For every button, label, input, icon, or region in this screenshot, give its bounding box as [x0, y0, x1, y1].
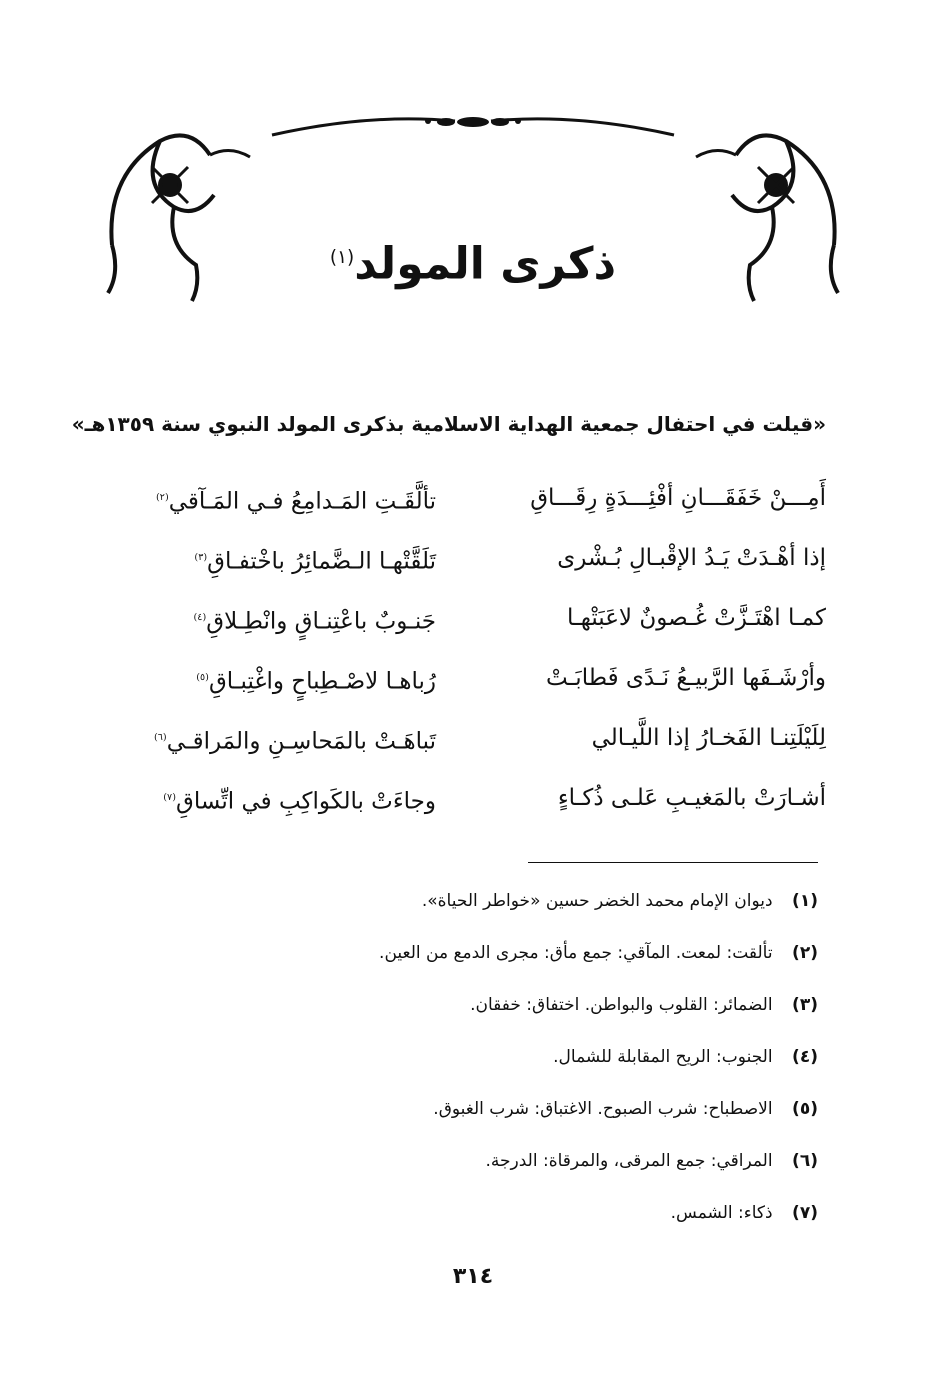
- verse: [106, 648, 826, 708]
- verse-second-hemistich-text: رُباهـا لاصْـطِباحٍ واغْتِبـاقِ: [208, 668, 436, 695]
- footnote-separator: [528, 862, 818, 863]
- footnote-number: (٤): [792, 1047, 818, 1067]
- footnote-number: (٣): [792, 995, 818, 1015]
- footnotes: [118, 878, 818, 1242]
- verse-first-hemistich: كمـا اهْتَـزَّتْ غُـصونٌ لاعَبَتْهـا: [566, 605, 826, 631]
- verse-second-hemistich: [106, 768, 436, 832]
- title-footnote-marker: (١): [329, 247, 355, 268]
- verse: [106, 468, 826, 528]
- footnote-marker: (٥): [196, 672, 209, 683]
- footnote-marker: (٤): [193, 612, 207, 623]
- footnote: [118, 982, 818, 1034]
- verse-second-hemistich-text: جَنـوبٌ باعْتِنـاقٍ وانْطِـلاقِ: [206, 608, 436, 635]
- verse-second-hemistich: [106, 588, 436, 652]
- footnote-text: الاصطباح: شرب الصبوح. الاغتباق: شرب الغبوق.: [433, 1099, 773, 1119]
- footnote-number: (٧): [792, 1203, 818, 1223]
- footnote-number: (١): [792, 891, 818, 911]
- footnote: [118, 1086, 818, 1138]
- verse-second-hemistich-text: وجاءَتْ بالكَواكِبِ في اتِّساقِ: [176, 788, 436, 815]
- footnote-marker: (٣): [194, 552, 208, 563]
- verse-first-hemistich: إذا أهْـدَتْ يَـدُ الإقْبـالِ بُـشْرى: [557, 545, 826, 571]
- poem-title-text: ذكرى المولد: [354, 238, 617, 290]
- verse-second-hemistich: [106, 468, 436, 532]
- verse: [106, 708, 826, 768]
- poem-verses: [106, 468, 826, 828]
- verse: [106, 588, 826, 648]
- footnote-text: ديوان الإمام محمد الخضر حسين «خواطر الحياة».: [421, 891, 773, 911]
- footnote-text: الجنوب: الريح المقابلة للشمال.: [553, 1047, 773, 1067]
- footnote: [118, 1034, 818, 1086]
- poem-occasion-caption: «قيلت في احتفال جمعية الهداية الاسلامية بذكرى المولد النبوي سنة ١٣٥٩هـ»: [71, 412, 826, 436]
- verse-second-hemistich-text: تألَّقَـتِ المَـدامِعُ فـي المَـآقي: [168, 488, 436, 515]
- page-number: ٣١٤: [452, 1264, 494, 1289]
- footnote-marker: (٢): [155, 492, 169, 503]
- footnote-text: تألقت: لمعت. المآقي: جمع مأق: مجرى الدمع من العين.: [379, 943, 773, 963]
- verse: [106, 528, 826, 588]
- footnote: [118, 930, 818, 982]
- footnote-number: (٦): [792, 1151, 818, 1171]
- verse-second-hemistich-text: تَباهَـتْ بالمَحاسِـنِ والمَراقـي: [166, 728, 436, 755]
- footnote-marker: (٦): [153, 732, 167, 743]
- verse-first-hemistich: وأرْشَـفَها الرَّبيـعُ نَـدًى فَطابَـتْ: [545, 665, 826, 691]
- poem-title: [0, 228, 946, 295]
- footnote-number: (٢): [792, 943, 818, 963]
- footnote: [118, 878, 818, 930]
- footnote: [118, 1190, 818, 1242]
- verse: [106, 768, 826, 828]
- footnote-text: الضمائر: القلوب والبواطن. اختفاق: خفقان.: [470, 995, 773, 1015]
- verse-second-hemistich: [106, 528, 436, 592]
- footnote-text: المراقي: جمع المرقى، والمرقاة: الدرجة.: [485, 1151, 773, 1171]
- footnote: [118, 1138, 818, 1190]
- verse-second-hemistich: [106, 708, 436, 772]
- footnote-text: ذكاء: الشمس.: [670, 1203, 773, 1223]
- verse-first-hemistich: لِلَيْلَتِنـا الفَخـارُ إذا اللَّيـالي: [591, 725, 826, 751]
- footnote-number: (٥): [792, 1099, 818, 1119]
- verse-first-hemistich: أَمِـــنْ خَفَقَـــانِ أفْئِـــدَةٍ رِقَـــاقِ: [530, 485, 826, 511]
- footnote-marker: (٧): [163, 792, 176, 803]
- verse-second-hemistich: [106, 648, 436, 712]
- verse-second-hemistich-text: تَلَقَّتْهـا الـضَّمائِرُ باخْتفـاقِ: [207, 548, 436, 575]
- verse-first-hemistich: أشـارَتْ بالمَغيـبِ عَلـى ذُكـاءٍ: [557, 785, 826, 811]
